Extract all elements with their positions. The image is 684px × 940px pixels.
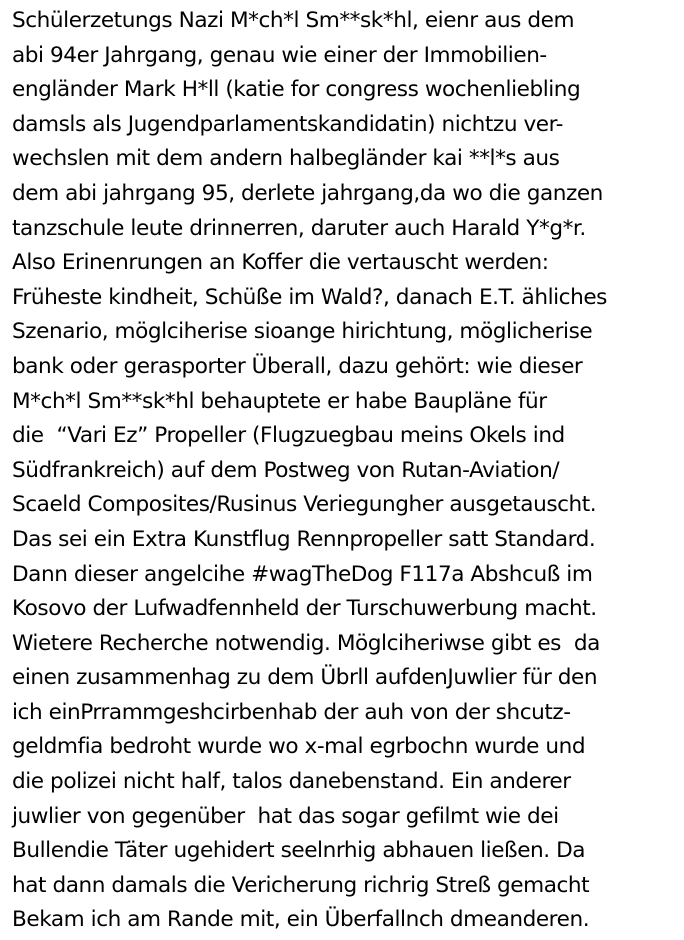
text-line-14: Südfrankreich) auf dem Postweg von Rutan-Aviation/: [12, 457, 560, 483]
text-line-5: wechslen mit dem andern halbegländer kai **l*s aus: [12, 146, 560, 172]
text-line-23: die polizei nicht half, talos danebenstand. Ein anderer: [12, 769, 571, 795]
text-line-4: damsls als Jugendparlamentskandidatin) nichtzu ver-: [12, 111, 564, 137]
text-line-20: einen zusammenhag zu dem Übrll aufdenJuwlier für den: [12, 665, 598, 691]
text-line-16: Das sei ein Extra Kunstflug Rennpropeller satt Standard.: [12, 526, 596, 552]
text-line-22: geldmfia bedroht wurde wo x-mal egrbochn wurde und: [12, 734, 586, 760]
text-line-7: tanzschule leute drinnerren, daruter auch Harald Y*g*r.: [12, 215, 586, 241]
text-line-9: Früheste kindheit, Schüße im Wald?, danach E.T. ähliches: [12, 284, 607, 310]
text-line-15: Scaeld Composites/Rusinus Veriegungher ausgetauscht.: [12, 492, 597, 518]
text-line-18: Kosovo der Lufwadfennheld der Turschuwerbung macht.: [12, 596, 597, 622]
text-line-11: bank oder gerasporter Überall, dazu gehört: wie dieser: [12, 353, 583, 379]
text-line-19: Wietere Recherche notwendig. Möglciheriwse gibt es da: [12, 630, 600, 656]
text-line-25: Bullendie Täter ugehidert seelnrhig abhauen ließen. Da: [12, 838, 586, 864]
text-line-24: juwlier von gegenüber hat das sogar gefilmt wie dei: [12, 803, 559, 829]
body-text: [12, 4, 680, 938]
text-line-10: Szenario, möglciherise sioange hirichtung, möglicherise: [12, 319, 593, 345]
text-line-27: Bekam ich am Rande mit, ein Überfallnch dmeanderen.: [12, 907, 590, 933]
text-line-21: ich einPrrammgeshcirbenhab der auh von der shcutz-: [12, 699, 571, 725]
text-line-13: die “Vari Ez” Propeller (Flugzuegbau meins Okels ind: [12, 423, 565, 449]
text-line-3: engländer Mark H*ll (katie for congress wochenliebling: [12, 77, 581, 103]
text-line-1: Schülerzetungs Nazi M*ch*l Sm**sk*hl, eienr aus dem: [12, 8, 575, 33]
text-line-17: Dann dieser angelcihe #wagTheDog F117a Abshcuß im: [12, 561, 593, 587]
text-line-8: Also Erinenrungen an Koffer die vertauscht werden:: [12, 250, 549, 276]
text-line-12: M*ch*l Sm**sk*hl behauptete er habe Baupläne für: [12, 388, 547, 414]
text-line-6: dem abi jahrgang 95, derlete jahrgang,da wo die ganzen: [12, 180, 603, 206]
text-line-26: hat dann damals die Vericherung richrig Streß gemacht: [12, 872, 590, 898]
text-line-2: abi 94er Jahrgang, genau wie einer der Immobilien-: [12, 42, 547, 68]
